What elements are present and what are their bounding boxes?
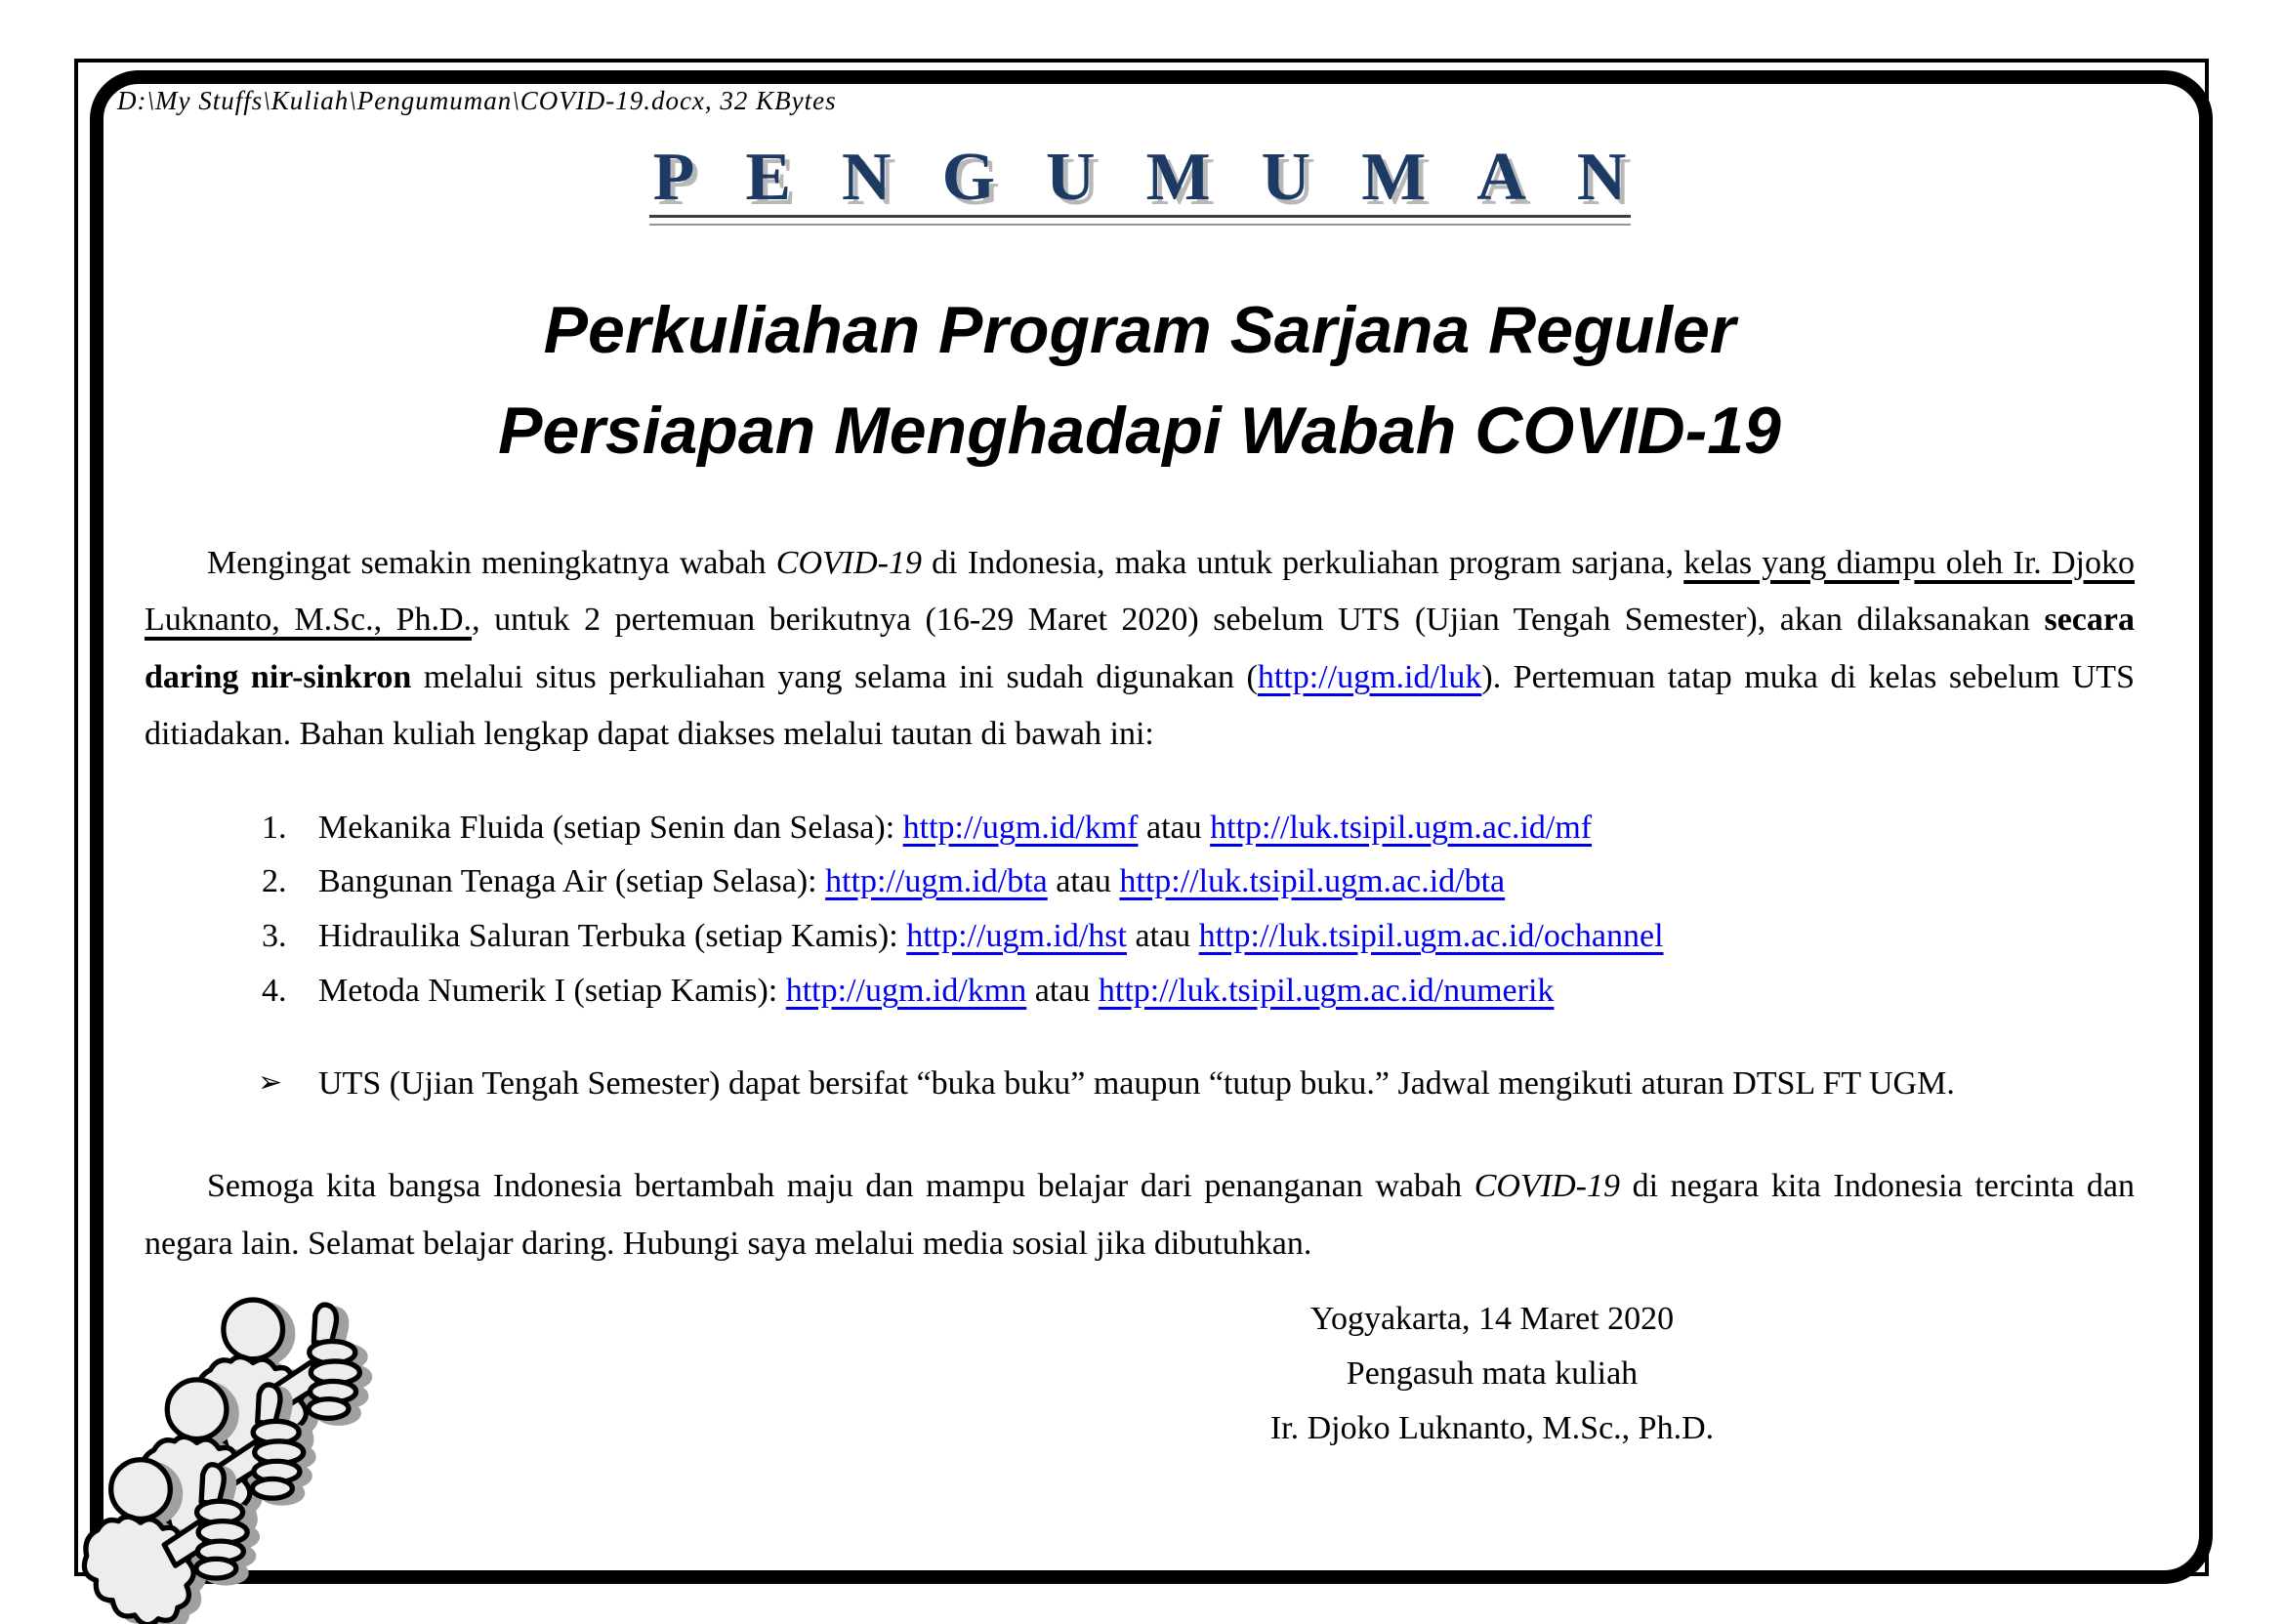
list-number: 2. [262,863,287,900]
title-line-1: Perkuliahan Program Sarjana Reguler [543,293,1736,367]
course-link-full[interactable]: http://luk.tsipil.ugm.ac.id/bta [1119,863,1506,900]
course-link-full[interactable]: http://luk.tsipil.ugm.ac.id/numerik [1098,972,1555,1009]
course-link-short[interactable]: http://ugm.id/bta [825,863,1048,900]
signature-block [1053,1292,1931,1455]
list-number: 4. [262,972,287,1009]
course-item-body: Bangunan Tenaga Air (setiap Selasa): http://ugm.id/bta atau http://luk.tsipil.ugm.ac.id/bta [318,863,1506,900]
italic-covid: COVID-19 [1474,1168,1620,1205]
list-number: 1. [262,809,287,846]
uts-note-text: UTS (Ujian Tengah Semester) dapat bersifat “buka buku” maupun “tutup buku.” Jadwal mengikuti aturan DTSL FT UGM. [318,1064,1955,1102]
document-content [104,82,2176,1456]
course-link-short[interactable]: http://ugm.id/hst [906,918,1127,955]
course-item-body: Hidraulika Saluran Terbuka (setiap Kamis): http://ugm.id/hst atau http://luk.tsipil.ugm.ac.id/ochannel [318,918,1664,955]
heading-wrap [104,140,2176,226]
file-path: D:\My Stuffs\Kuliah\Pengumuman\COVID-19.docx, 32 KBytes [117,86,837,115]
intro-paragraph: Mengingat semakin meningkatnya wabah COVID-19 di Indonesia, maka untuk perkuliahan program sarjana, kelas yang diampu oleh Ir. Djoko Luknanto, M.Sc., Ph.D., untuk 2 pertemuan berikutnya (16-29 Maret 2020) sebelum UTS (Ujian Tengah Semester), akan dilaksanakan secara daring nir-sinkron melalui situs perkuliahan yang selama ini sudah digunakan (http://ugm.id/luk). Pertemuan tatap muka di kelas sebelum UTS ditiadakan. Bahan kuliah lengkap dapat diakses melalui tautan di bawah ini: [145,544,2135,753]
signature-name: Ir. Djoko Luknanto, M.Sc., Ph.D. [1269,1409,1715,1446]
arrow-bullet-icon: ➢ [258,1065,283,1099]
bold-online-async: secara daring nir-sinkron [145,602,2135,695]
course-item-mekanika-fluida [262,801,2135,855]
course-item-body: Metoda Numerik I (setiap Kamis): http://ugm.id/kmn atau http://luk.tsipil.ugm.ac.id/numerik [318,972,1555,1009]
course-item-metoda-numerik [262,964,2135,1019]
signature-role: Pengasuh mata kuliah [1346,1355,1639,1393]
italic-covid: COVID-19 [775,544,922,581]
title-line-2: Persiapan Menghadapi Wabah COVID-19 [498,394,1781,469]
list-number: 3. [262,918,287,955]
heading-underline [649,215,1631,226]
course-item-body: Mekanika Fluida (setiap Senin dan Selasa): http://ugm.id/kmf atau http://luk.tsipil.ugm.ac.id/mf [318,809,1593,846]
page-heading: PENGUMUMAN [652,140,1678,215]
luk-site-link[interactable]: http://ugm.id/luk [1257,658,1482,695]
uts-note [258,1056,2058,1112]
document-title [104,280,2176,482]
thumbs-up-people-clipart [24,1272,446,1624]
course-link-full[interactable]: http://luk.tsipil.ugm.ac.id/mf [1210,809,1593,846]
course-link-short[interactable]: http://ugm.id/kmf [902,809,1139,846]
signature-place-date: Yogyakarta, 14 Maret 2020 [1309,1301,1675,1338]
course-item-bangunan-tenaga-air [262,854,2135,909]
closing-paragraph: Semoga kita bangsa Indonesia bertambah maju dan mampu belajar dari penanganan wabah COVID-19 di negara kita Indonesia tercinta dan negara lain. Selamat belajar daring. Hubungi saya melalui media sosial jika dibutuhkan. [145,1168,2136,1262]
course-link-full[interactable]: http://luk.tsipil.ugm.ac.id/ochannel [1198,918,1664,955]
course-item-hidraulika-saluran-terbuka [262,909,2135,964]
underlined-lecturer-name: kelas yang diampu oleh Ir. Djoko Luknanto, M.Sc., Ph.D. [145,544,2135,639]
course-list [262,801,2135,1019]
course-link-short[interactable]: http://ugm.id/kmn [785,972,1027,1009]
